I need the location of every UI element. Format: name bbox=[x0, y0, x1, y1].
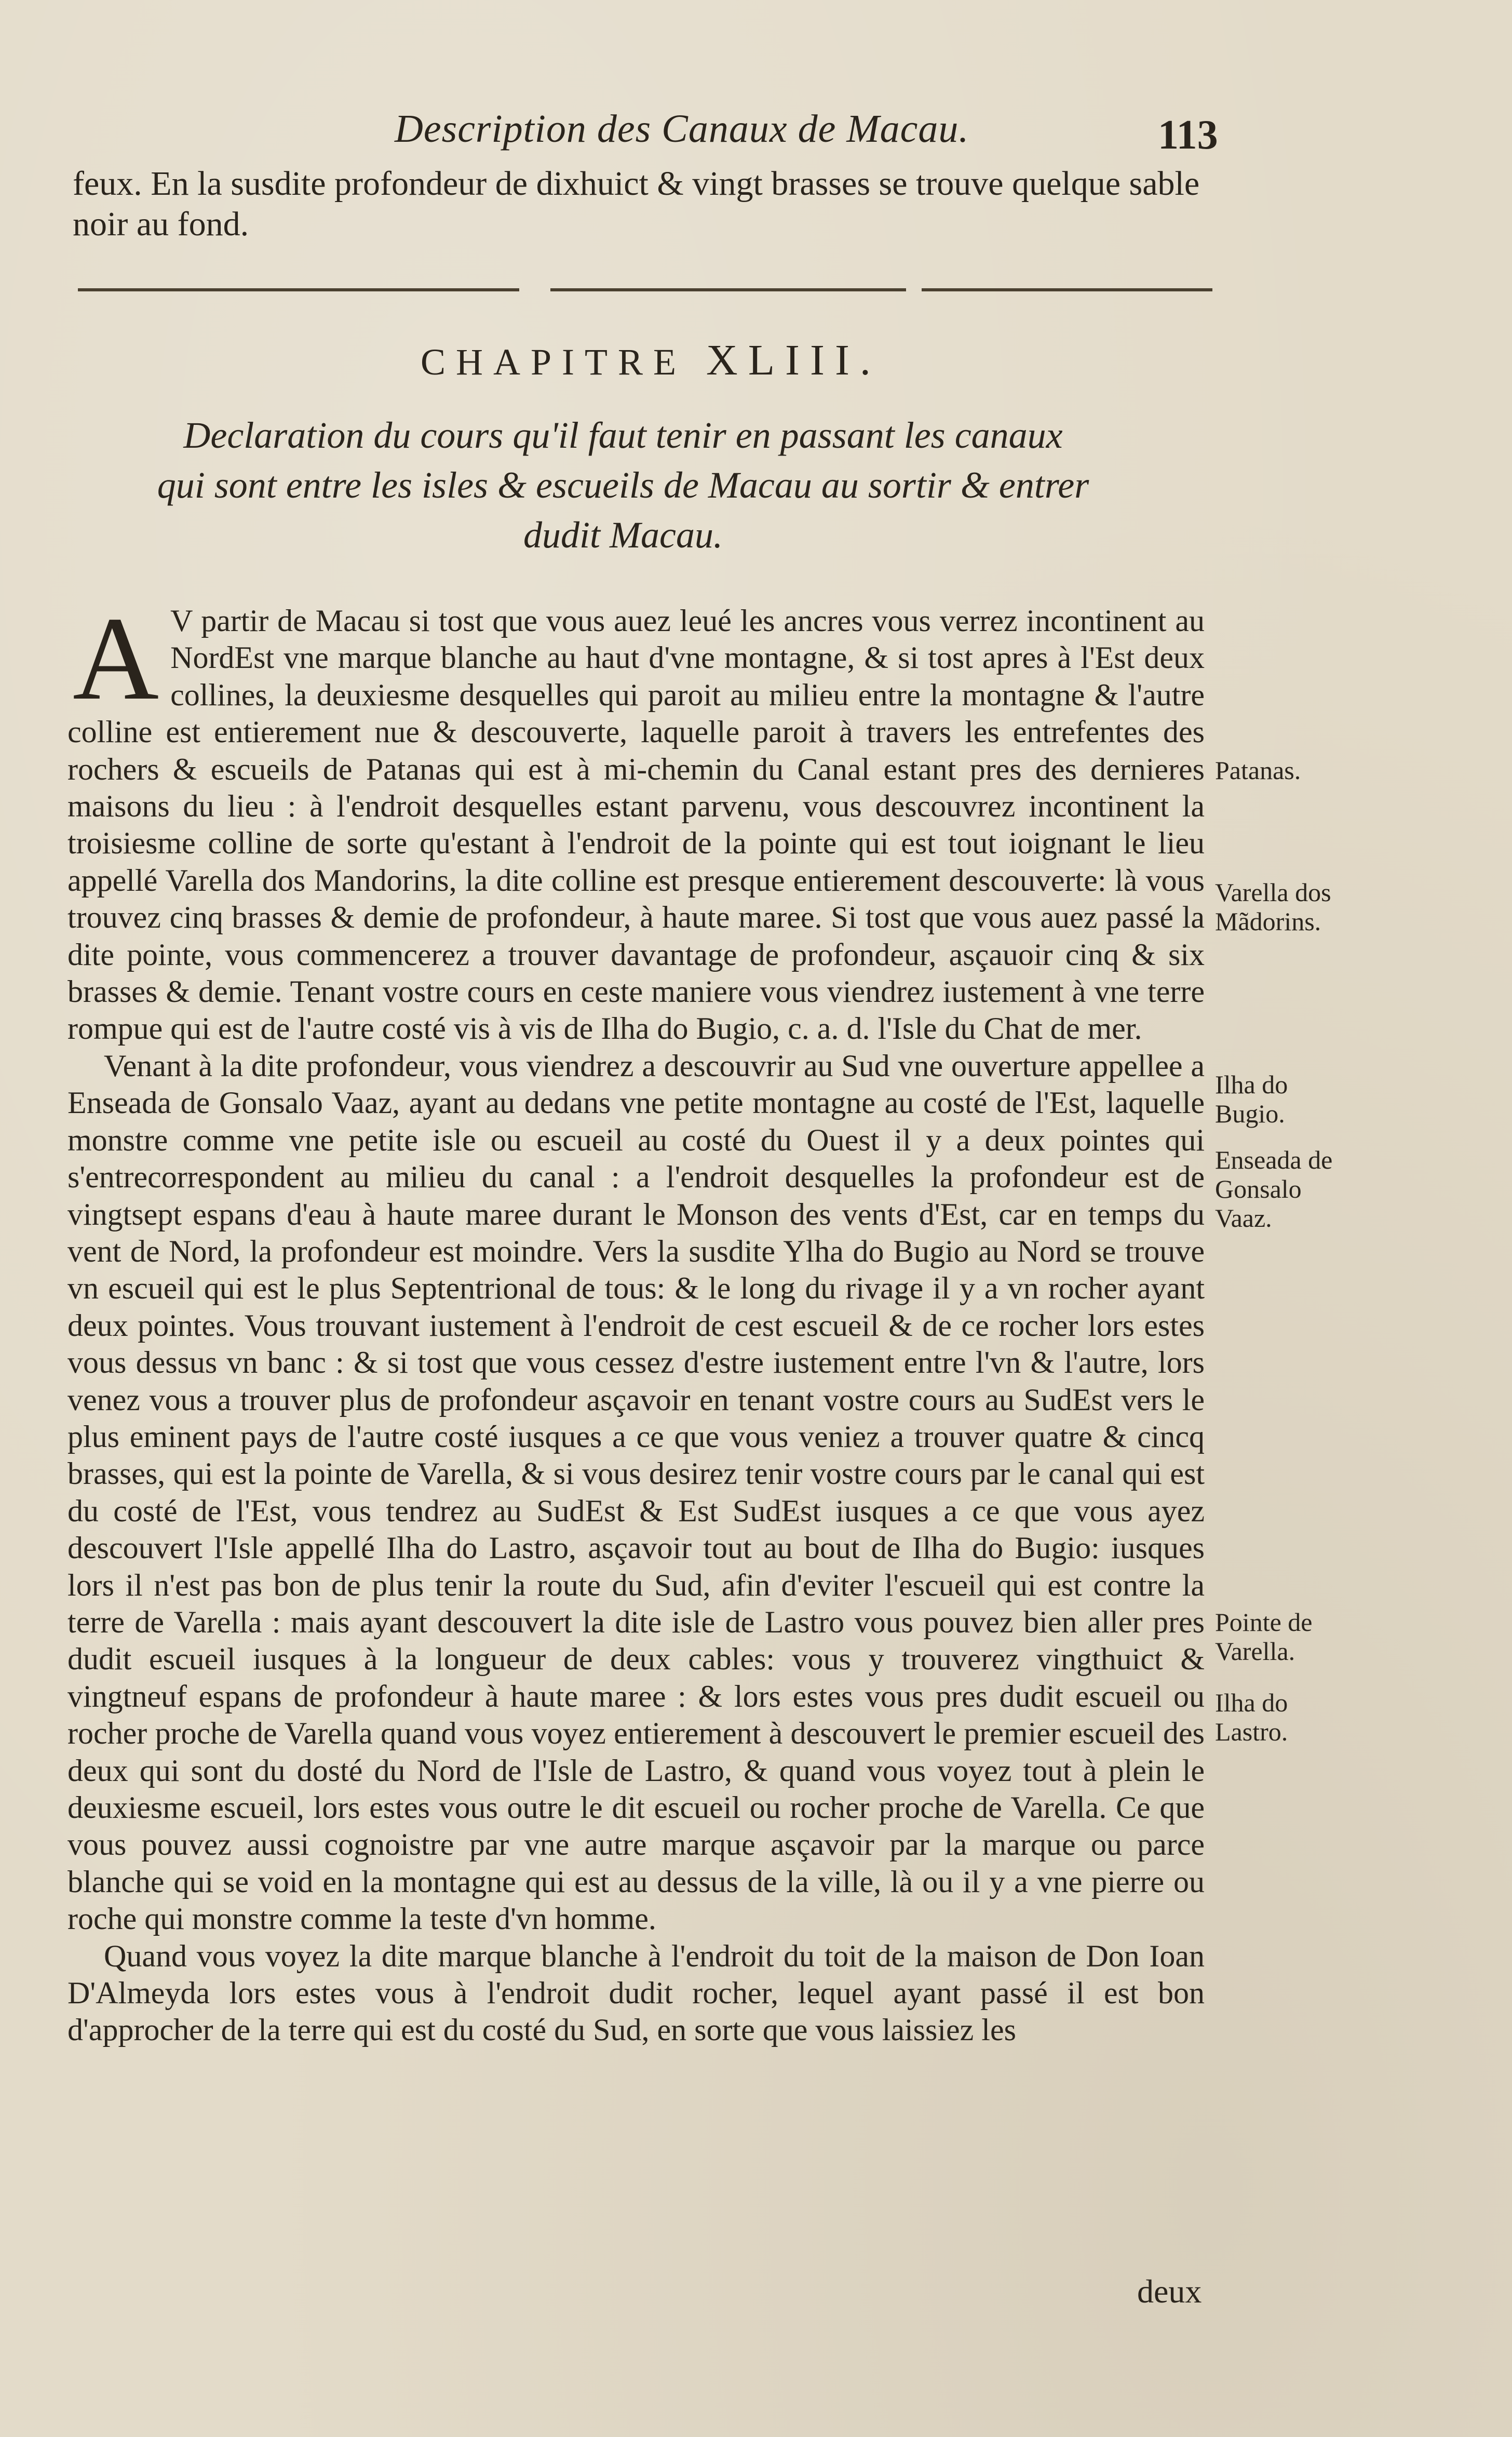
margin-note-varella-dos-madorins: Varella dos Mãdorins. bbox=[1215, 878, 1331, 936]
margin-note-ilha-do-lastro: Ilha do Lastro. bbox=[1215, 1688, 1288, 1746]
margin-note-ilha-do-bugio: Ilha do Bugio. bbox=[1215, 1070, 1288, 1128]
running-title: Description des Canaux de Macau. bbox=[395, 107, 969, 151]
paragraph-1-text: V partir de Macau si tost que vous auez leué les ancres vous verrez incontinent au NordEst vne marque blanche au haut d'vne montagne, & si tost apres à l'Est deux collines, la deuxiesme desquelles qui paroit au milieu entre la montagne & l'autre colline est entierement nue & descouverte, laquelle paroit à travers les entrefentes des rochers & escueils de Patanas qui est à mi-chemin du Canal estant pres des dernieres maisons du lieu : à l'endroit desquelles estant parvenu, vous descouvrez incontinent la troisiesme colline de sorte qu'estant à l'endroit de la pointe qui est tout ioignant le lieu appellé Varella dos Mandorins, la dite colline est presque entierement descouverte: là vous trouvez cinq brasses & demie de profondeur, à haute maree. Si tost que vous auez passé la dite pointe, vous commencerez a trouver davantage de profondeur, asçauoir cinq & six brasses & demie. Tenant vostre cours en ceste maniere vous viendrez iustement à vne terre rompue qui est de l'autre costé vis à vis de Ilha do Bugio, c. a. d. l'Isle du Chat de mer. bbox=[68, 604, 1205, 1046]
drop-cap: A bbox=[73, 592, 159, 725]
chapter-subtitle: Declaration du cours qu'il faut tenir en passant les canaux qui sont entre les isles & escueils de Macau au sortir & entrer dudit Macau. bbox=[157, 414, 1089, 556]
chapter-label: CHAPITRE bbox=[421, 341, 687, 383]
margin-note-patanas: Patanas. bbox=[1215, 756, 1301, 785]
body-text bbox=[68, 592, 1205, 2049]
chapter-heading bbox=[421, 335, 881, 385]
ornamental-rule-right bbox=[922, 288, 1212, 291]
paragraph-1 bbox=[68, 592, 1205, 1048]
paragraph-2: Venant à la dite profondeur, vous viendrez a descouvrir au Sud vne ouverture appellee a Enseada de Gonsalo Vaaz, ayant au dedans vne petite montagne au costé de l'Est, laquelle monstre comme vne petite isle ou escueil au costé du Ouest il y a deux pointes qui s'entrecorrespondent au milieu du canal : a l'endroit desquelles la profondeur est de vingtsept espans d'eau à haute maree durant le Monson des vents d'Est, car en temps du vent de Nord, la profondeur est moindre. Vers la susdite Ylha do Bugio au Nord se trouve vn escueil qui est le plus Septentrional de tous: & le long du rivage il y a vn rocher ayant deux pointes. Vous trouvant iustement à l'endroit de cest escueil & de ce rocher lors estes vous dessus vn banc : & si tost que vous cessez d'estre iustement entre l'vn & l'autre, lors venez vous a trouver plus de profondeur asçavoir en tenant vostre cours au SudEst vers le plus eminent pays de l'autre costé iusques a ce que vous veniez a trouver quatre & cincq brasses, qui est la pointe de Varella, & si vous desirez tenir vostre cours par le canal qui est du costé de l'Est, vous tendrez au SudEst & Est SudEst iusques a ce que vous ayez descouvert l'Isle appellé Ilha do Lastro, asçavoir tout au bout de Ilha do Bugio: iusques lors il n'est pas bon de plus tenir la route du Sud, afin d'eviter l'escueil qui est contre la terre de Varella : mais ayant descouvert la dite isle de Lastro vous pouvez bien aller pres dudit escueil iusques à la longueur de deux cables: vous y trouverez vingthuict & vingtneuf espans de profondeur à haute maree : & lors estes vous pres dudit escueil ou rocher proche de Varella quand vous voyez entierement à descouvert le premier escueil des deux qui sont du dosté du Nord de l'Isle de Lastro, & quand vous voyez tout à plein le deuxiesme escueil, lors estes vous outre le dit escueil ou rocher proche de Varella. Ce que vous pouvez aussi cognoistre par vne autre marque asçavoir par la marque ou parce blanche qui se void en la montagne qui est au dessus de la ville, là ou il y a vne pierre ou roche qui monstre comme la teste d'vn homme. bbox=[68, 1048, 1205, 1936]
ornamental-rule-left bbox=[78, 288, 519, 291]
chapter-number: XLIII. bbox=[706, 336, 881, 384]
continuation-text: feux. En la susdite profondeur de dixhuict & vingt brasses se trouve quelque sable noir au fond. bbox=[73, 165, 1200, 243]
page-number: 113 bbox=[1158, 112, 1218, 158]
ornamental-rule-center bbox=[550, 288, 906, 291]
catchword: deux bbox=[1137, 2273, 1202, 2310]
margin-note-pointe-de-varella: Pointe de Varella. bbox=[1215, 1608, 1313, 1666]
margin-note-enseada-de-gonsalo-vaaz: Enseada de Gonsalo Vaaz. bbox=[1215, 1145, 1333, 1233]
paragraph-3: Quand vous voyez la dite marque blanche à l'endroit du toit de la maison de Don Ioan D'Almeyda lors estes vous à l'endroit dudit rocher, lequel ayant passé il est bon d'approcher de la terre qui est du costé du Sud, en sorte que vous laissiez les bbox=[68, 1938, 1205, 2047]
